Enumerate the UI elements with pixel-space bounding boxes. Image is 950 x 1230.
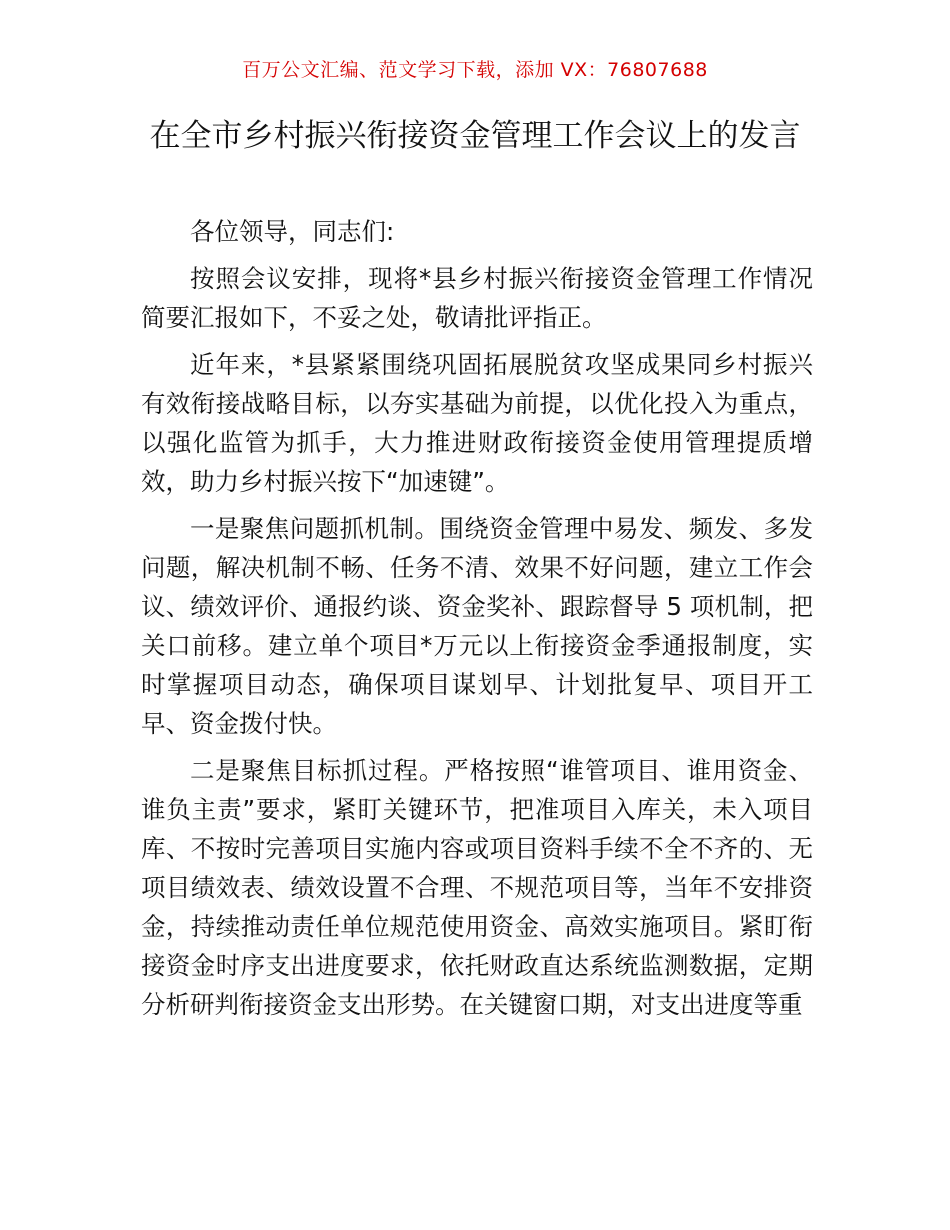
salutation: 各位领导，同志们:	[190, 217, 395, 246]
body-paragraph: 二是聚焦目标抓过程。严格按照“谁管项目、谁用资金、谁负主责”要求，紧盯关键环节，把准项目入库关，未入项目库、不按时完善项目实施内容或项目资料手续不全不齐的、无项目绩效表、绩效设置不合理、不规范项目等，当年不安排资金，持续推动责任单位规范使用资金、高效实施项目。紧盯衔接资金时序支出进度要求，依托财政直达系统监测数据，定期分析研判衔接资金支出形势。在关键窗口期，对支出进度等重	[141, 756, 813, 1019]
body-paragraph: 按照会议安排，现将*县乡村振兴衔接资金管理工作情况简要汇报如下，不妥之处，敬请批评指正。	[141, 264, 813, 332]
document-body	[141, 212, 813, 1032]
body-paragraph: 一是聚焦问题抓机制。围绕资金管理中易发、频发、多发问题，解决机制不畅、任务不清、效果不好问题，建立工作会议、绩效评价、通报约谈、资金奖补、跟踪督导 5 项机制，把关口前移。建立单个项目*万元以上衔接资金季通报制度，实时掌握项目动态，确保项目谋划早、计划批复早、项目开工早、资金拨付快。	[141, 514, 813, 738]
document-title: 在全市乡村振兴衔接资金管理工作会议上的发言	[149, 118, 801, 154]
body-paragraph: 近年来，*县紧紧围绕巩固拓展脱贫攻坚成果同乡村振兴有效衔接战略目标，以夯实基础为前提，以优化投入为重点，以强化监管为抓手，大力推进财政衔接资金使用管理提质增效，助力乡村振兴按下“加速键”。	[141, 350, 813, 496]
watermark-text: 百万公文汇编、范文学习下载，添加 VX：76807688	[242, 59, 708, 81]
